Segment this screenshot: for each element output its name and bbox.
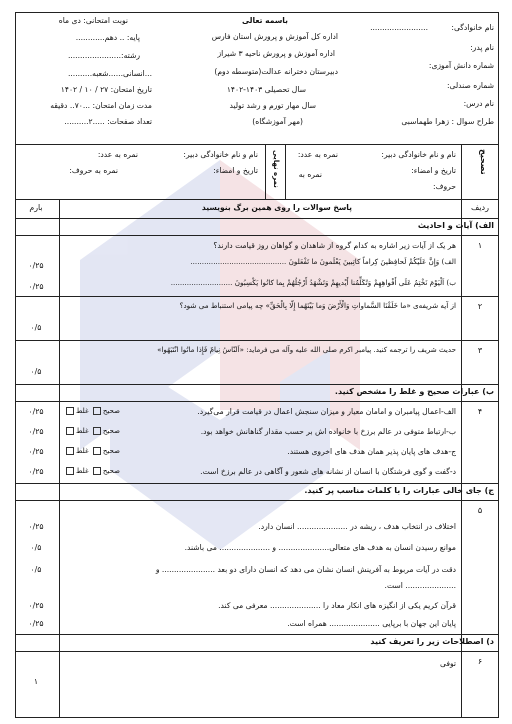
instructions-text: پاسخ سوالات را روی همین برگ بنویسید xyxy=(201,203,352,212)
letters-short-label: حروف: xyxy=(433,182,456,191)
grading-vertical-label: تصحیح xyxy=(479,149,488,175)
q5-b: موانع رسیدن انسان به هدف های متعالی..................... و ..................... می باشند. xyxy=(184,543,456,552)
first-teacher-label: نام و نام خانوادگی دبیر: xyxy=(381,150,456,159)
q5-e: پایان این جهان با برپایی ..................... همراه است. xyxy=(287,619,456,628)
q4-b-options xyxy=(64,427,120,435)
exam-header xyxy=(16,13,498,144)
section-alef: الف) آیات و احادیث xyxy=(417,221,494,230)
name-blank: ........................ xyxy=(370,23,428,32)
row-column-header: ردیف xyxy=(471,203,489,212)
q5-d: قرآن کریم یکی از انگیزه های انکار معاد را ..................... معرفی می کند. xyxy=(218,601,456,610)
q5-c-cont: ..................... است. xyxy=(384,581,456,590)
exam-date: تاریخ امتحان: ۲۷ / ۱۰ / ۱۴۰۲ xyxy=(60,85,152,94)
q4-a-options xyxy=(64,407,120,415)
exam-duration: مدت زمان امتحان: ...۷۰.. دقیقه xyxy=(50,101,152,110)
q4-b: ب-ارتباط متوفی در عالم برزخ با خانواده اش بر حسب مقدار گناهانش خواهد بود. xyxy=(200,427,456,436)
true-label: صحیح xyxy=(102,407,120,415)
center-line-5: سال مهار تورم و رشد تولید xyxy=(229,101,316,110)
q5-c: دقت در آیات مربوط به آفرینش انسان نشان می دهد که انسان دارای دو بعد ...................... و xyxy=(155,565,456,574)
q5-b-score: ۰/۵ xyxy=(30,543,42,552)
q5-e-score: ۰/۲۵ xyxy=(28,619,44,628)
q5-d-score: ۰/۲۵ xyxy=(28,601,44,610)
exam-term: نوبت امتحانی: دی ماه xyxy=(58,16,128,25)
q4-d: د-گفت و گوی فرشتگان با انسان از نشانه های شعور و آگاهی در عالم برزخ است. xyxy=(200,467,456,476)
q4-a-false-checkbox[interactable] xyxy=(66,407,74,415)
q5-a-score: ۰/۲۵ xyxy=(28,522,44,531)
q5-a: اختلاف در انتخاب هدف ، ریشه در ..................... انسان دارد. xyxy=(258,522,456,531)
q1-b-score: ۰/۲۵ xyxy=(28,282,44,291)
q6-number: ۶ xyxy=(477,657,483,666)
section-be: ب) عبارات صحیح و غلط را مشخص کنید. xyxy=(334,387,494,396)
q4-b-true-checkbox[interactable] xyxy=(93,427,101,435)
q1-text: هر یک از آیات زیر اشاره به کدام گروه از شاهدان و گواهان روز قیامت دارند؟ xyxy=(213,241,456,250)
grading-strip xyxy=(16,144,498,199)
grade-field: پایه: .. دهم............ xyxy=(75,33,140,42)
q4-c-options xyxy=(64,447,120,455)
exam-sheet xyxy=(15,12,499,718)
q1-a: الف) وَإِنَّ عَلَيْكُمْ لَحافِظينَ كِراماً كاتِبينَ يَعْلَمونَ ما تَفْعَلونَ .......................................... xyxy=(190,257,456,266)
final-score-label: نمره نهایی xyxy=(272,150,280,188)
q4-a: الف-اعمال پیامبران و امامان معیار و میزان سنجش اعمال در قیامت قرار می‌گیرد. xyxy=(197,407,456,416)
false-label: غلط xyxy=(76,467,89,475)
q4-d-false-checkbox[interactable] xyxy=(66,467,74,475)
false-label: غلط xyxy=(76,447,89,455)
section-jim: ج) جای خالی عبارات را با کلمات مناسب پر کنید. xyxy=(304,486,494,495)
major-value: ...انسانی......شعبه.......... xyxy=(67,69,152,78)
center-line-6: (مهر آموزشگاه) xyxy=(252,117,303,126)
q1-b: ب) اَلْيَوْمَ نَخْتِمُ عَلَى أَفْواهِهِمْ وَتُكَلِّمُنا أَيْديهِمْ وَتَشْهَدُ أَرْجُلُهُمْ بِما كانُوا يَكْسِبُونَ ........................... xyxy=(170,278,456,287)
q4-b-score: ۰/۲۵ xyxy=(28,427,44,436)
q2-text: از آیه شریفه‌ی «ما خَلَقْنَا السَّماواتِ وَالْأَرْضَ وَما بَيْنَهُما إِلّا بِالْحَقِّ» چه پیامی استنباط می شود؟ xyxy=(179,301,456,310)
designer-label: طراح سوال : زهرا طهماسبی xyxy=(401,117,494,126)
center-line-2: اداره آموزش و پرورش ناحیه ۳ شیراز xyxy=(217,49,335,58)
q6-text: توفی xyxy=(440,659,456,668)
q2-score: ۰/۵ xyxy=(30,323,42,332)
q4-d-score: ۰/۲۵ xyxy=(28,467,44,476)
name-label: نام خانوادگی: xyxy=(451,23,494,32)
q2-number: ۲ xyxy=(477,302,483,311)
q3-number: ۳ xyxy=(477,346,483,355)
lesson-label: نام درس: xyxy=(463,99,494,108)
page-count: تعداد صفحات: .....۲.......... xyxy=(64,117,152,126)
section-dal: د) اصطلاحات زیر را تعریف کنید xyxy=(370,637,494,646)
false-label: غلط xyxy=(76,427,89,435)
score-number-label-2: نمره به عدد: xyxy=(97,150,138,159)
q4-c-true-checkbox[interactable] xyxy=(93,447,101,455)
q4-c-false-checkbox[interactable] xyxy=(66,447,74,455)
q1-a-score: ۰/۲۵ xyxy=(28,261,44,270)
q3-score: ۰/۵ xyxy=(30,367,42,376)
seat-number-label: شماره صندلی: xyxy=(446,81,494,90)
score-number-label: نمره به عدد: xyxy=(297,150,338,159)
q4-a-score: ۰/۲۵ xyxy=(28,407,44,416)
score-letters-label-2: نمره به حروف: xyxy=(69,166,118,175)
q4-a-true-checkbox[interactable] xyxy=(93,407,101,415)
major-field: رشته:...................... xyxy=(67,51,140,60)
q3-text: حدیث شریف را ترجمه کنید. پیامبر اکرم صلی الله علیه وآله می فرماید: «اَلنّاسُ نِيامٌ فَإِذا ماتُوا انْتَبَهُوا» xyxy=(157,345,456,354)
true-label: صحیح xyxy=(102,467,120,475)
q4-c-score: ۰/۲۵ xyxy=(28,447,44,456)
date-sign-label-2: تاریخ و امضاء: xyxy=(213,166,258,175)
q4-b-false-checkbox[interactable] xyxy=(66,427,74,435)
q5-number: ۵ xyxy=(477,506,483,515)
score-to-label: نمره به xyxy=(298,170,322,179)
student-number-label: شماره دانش آموزی: xyxy=(428,61,494,70)
center-line-3: دبیرستان دخترانه عدالت(متوسطه دوم) xyxy=(214,67,338,76)
false-label: غلط xyxy=(76,407,89,415)
q4-d-options xyxy=(64,467,120,475)
q4-number: ۴ xyxy=(477,407,483,416)
center-line-1: اداره کل آموزش و پرورش استان فارس xyxy=(211,32,338,41)
q6-score: ۱ xyxy=(33,677,39,686)
father-label: نام پدر: xyxy=(470,43,494,52)
q4-d-true-checkbox[interactable] xyxy=(93,467,101,475)
center-line-4: سال تحصیلی ۱۴۰۳-۱۴۰۲ xyxy=(226,85,306,94)
true-label: صحیح xyxy=(102,447,120,455)
center-title: باسمه تعالی xyxy=(241,16,288,25)
score-column-header: بارم xyxy=(29,203,43,212)
questions-table xyxy=(16,199,498,717)
second-teacher-label: نام و نام خانوادگی دبیر: xyxy=(183,150,258,159)
q4-c: ج-هدف های پایان پذیر همان هدف های اخروی هستند. xyxy=(287,447,456,456)
date-sign-label: تاریخ و امضاء: xyxy=(411,166,456,175)
true-label: صحیح xyxy=(102,427,120,435)
q1-number: ۱ xyxy=(477,241,483,250)
q5-c-score: ۰/۵ xyxy=(30,565,42,574)
